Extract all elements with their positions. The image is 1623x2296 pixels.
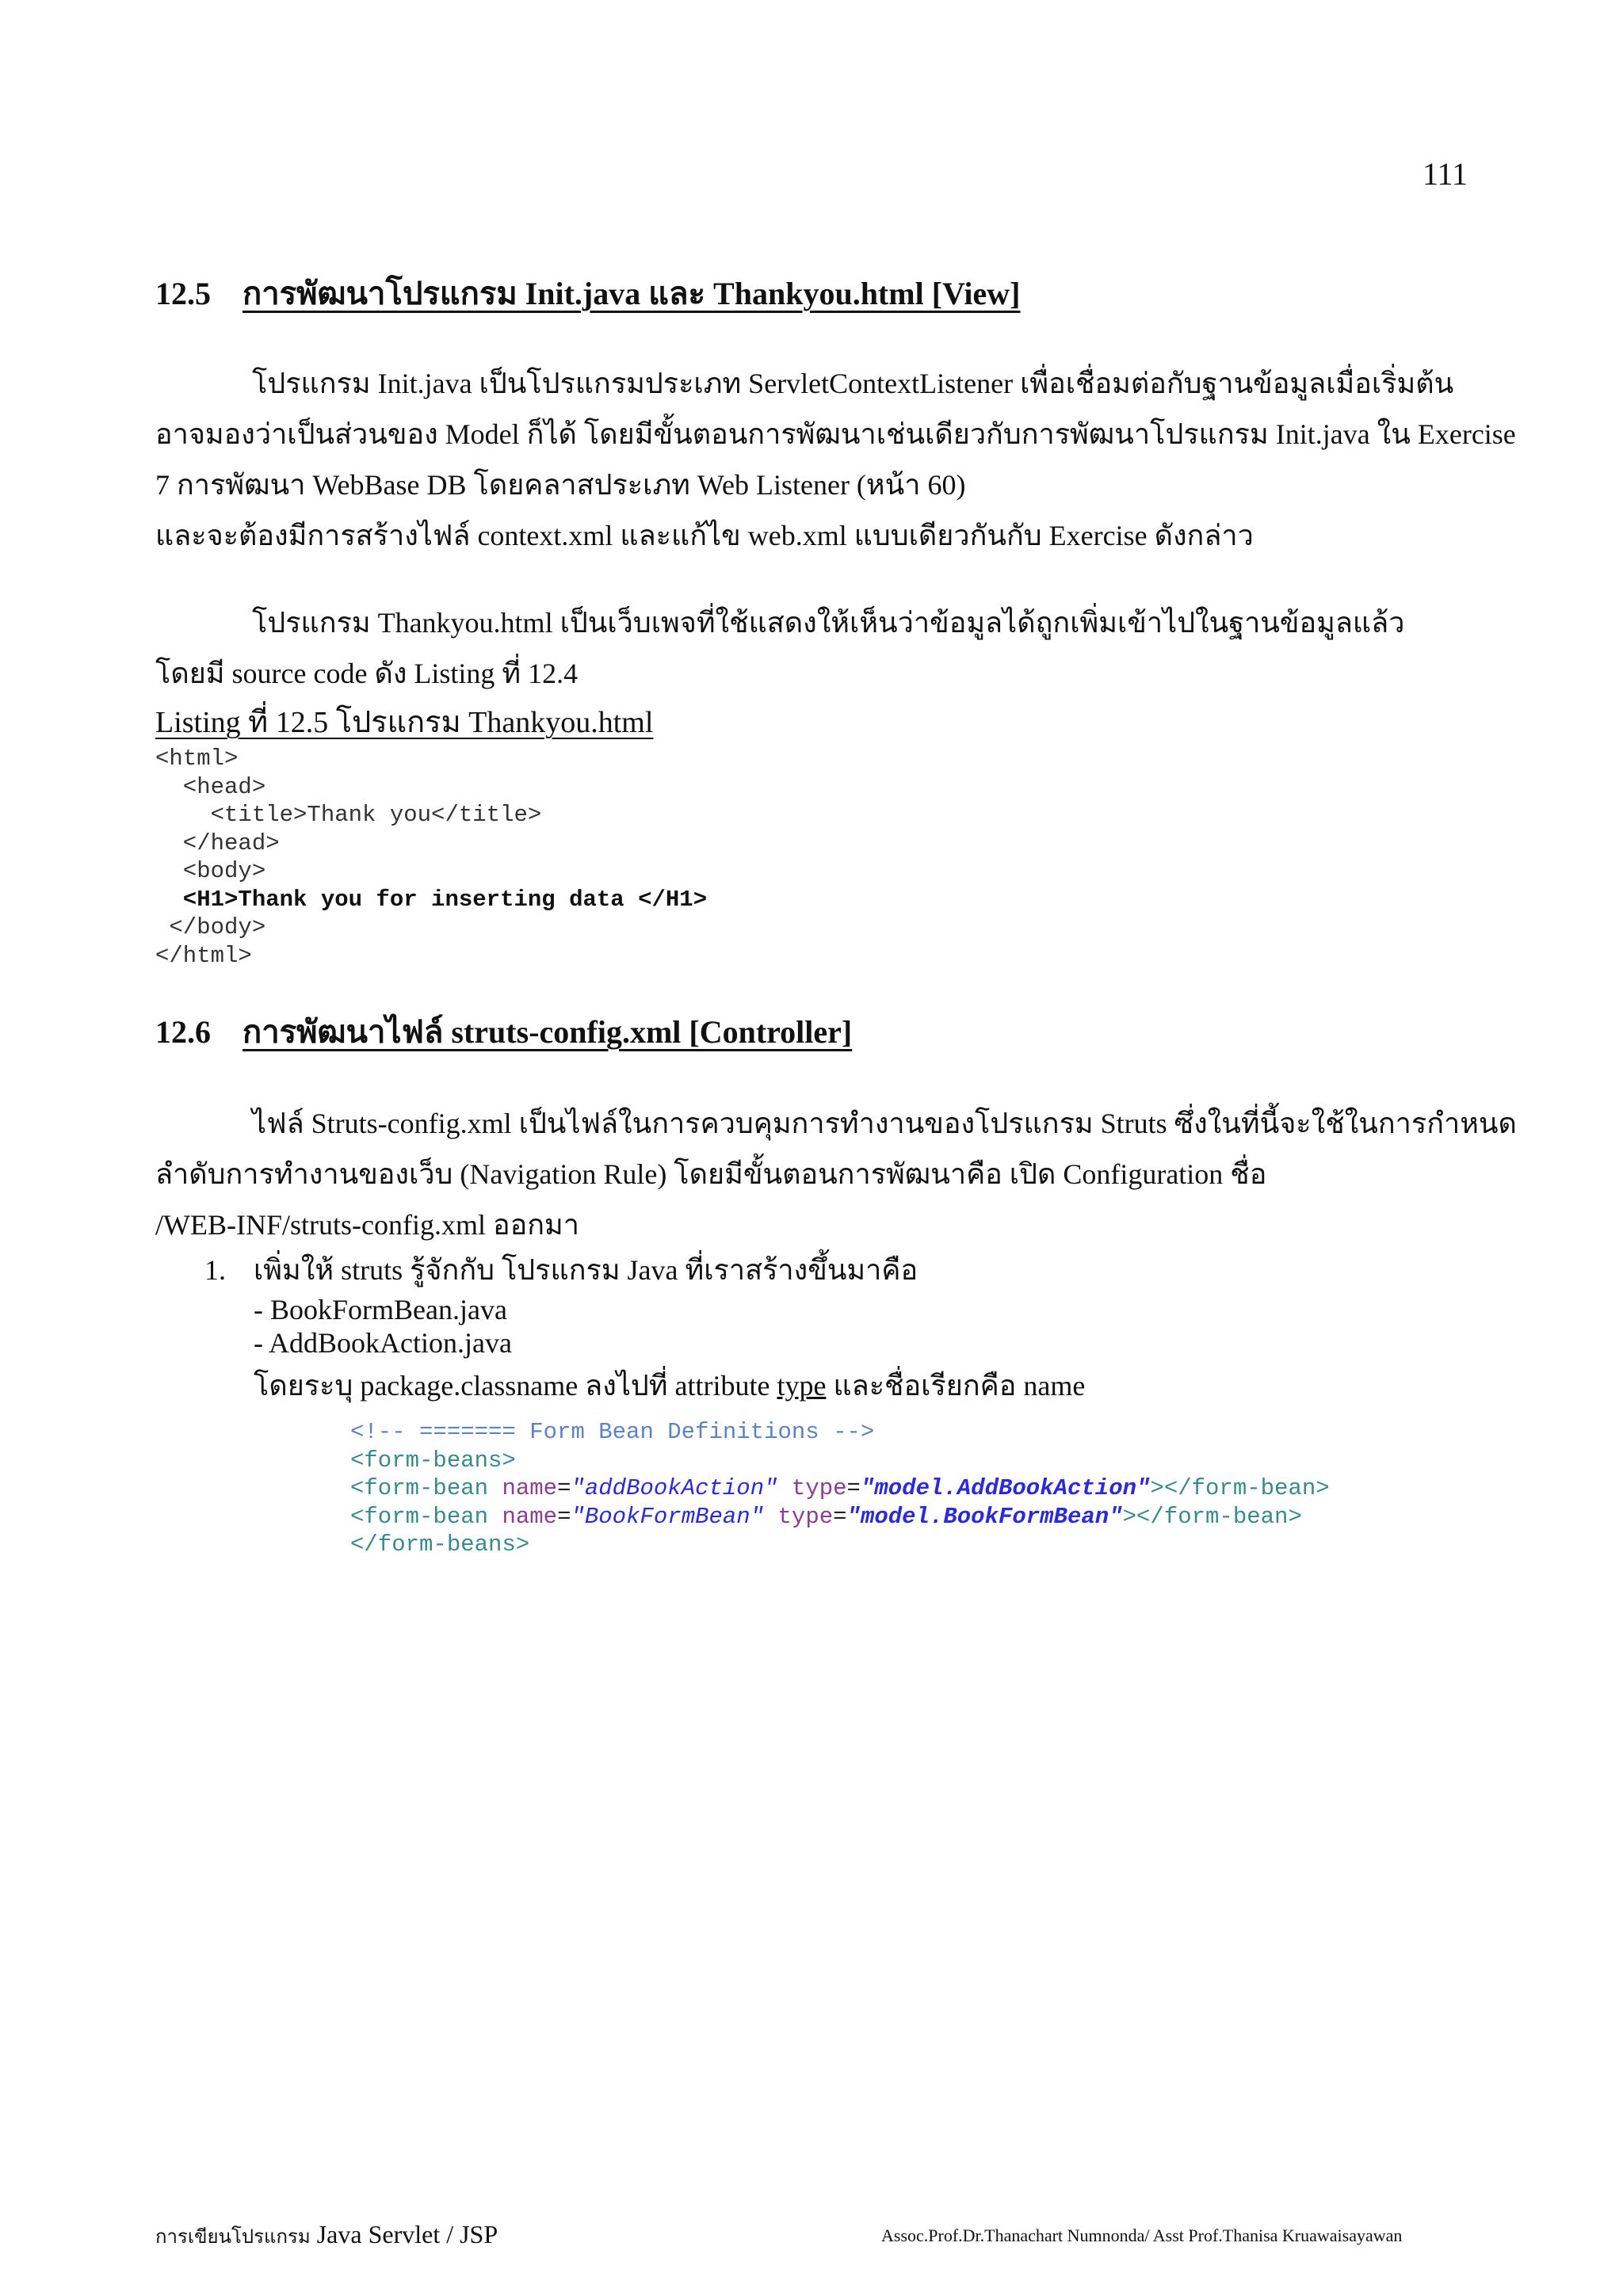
xml-attr: name xyxy=(502,1503,558,1530)
paragraph-line: อาจมองว่าเป็นส่วนของ Model ก็ได้ โดยมีขั้นตอนการพัฒนาเช่นเดียวกับการพัฒนาโปรแกรม Init.java ใน Exercise xyxy=(155,418,1516,450)
xml-open-tag: <form-beans> xyxy=(350,1447,516,1474)
xml-bean-line: <form-bean name="addBookAction" type="model.AddBookAction"></form-bean> xyxy=(350,1475,1330,1501)
section-heading-12-5 xyxy=(155,274,1020,314)
xml-attr: type xyxy=(791,1475,847,1501)
listing-title: Listing ที่ 12.5 โปรแกรม Thankyou.html xyxy=(155,706,654,739)
paragraph-init-java xyxy=(155,358,1516,561)
step-item: - AddBookAction.java xyxy=(254,1327,512,1359)
paragraph-line: /WEB-INF/struts-config.xml ออกมา xyxy=(155,1209,579,1241)
footer-thai-label: การเขียนโปรแกรม xyxy=(155,2227,311,2248)
paragraph-struts-config xyxy=(155,1098,1517,1250)
section-heading-12-6 xyxy=(155,1013,852,1052)
section-number: 12.5 xyxy=(155,276,211,311)
step-text: เพิ่มให้ struts รู้จักกับ โปรแกรม Java ที่เราสร้างขึ้นมาคือ xyxy=(254,1254,918,1286)
paragraph-line: 7 การพัฒนา WebBase DB โดยคลาสประเภท Web Listener (หน้า 60) xyxy=(155,469,966,501)
step-item: - BookFormBean.java xyxy=(254,1294,507,1325)
step-number: 1. xyxy=(204,1254,226,1286)
code-line: <H1>Thank you for inserting data </H1> xyxy=(155,886,708,913)
code-line: </head> xyxy=(155,830,280,856)
code-line: <html> xyxy=(155,746,239,772)
xml-bean-line: <form-bean name="BookFormBean" type="model.BookFormBean"></form-bean> xyxy=(350,1503,1302,1530)
xml-value: "addBookAction" xyxy=(571,1475,778,1501)
note-underlined: type xyxy=(777,1370,827,1402)
footer-authors: Assoc.Prof.Dr.Thanachart Numnonda/ Asst Prof.Thanisa Kruawaisayawan xyxy=(881,2225,1403,2245)
code-line: <body> xyxy=(155,858,266,884)
paragraph-line: โปรแกรม Thankyou.html เป็นเว็บเพจที่ใช้แสดงให้เห็นว่าข้อมูลได้ถูกเพิ่มเข้าไปในฐานข้อมูลแล้ว xyxy=(252,607,1405,639)
xml-tag: ></form-bean> xyxy=(1150,1475,1330,1501)
note-text: และชื่อเรียกคือ name xyxy=(826,1370,1086,1402)
xml-tag: <form-bean xyxy=(350,1503,489,1530)
paragraph-line: โปรแกรม Init.java เป็นโปรแกรมประเภท ServletContextListener เพื่อเชื่อมต่อกับฐานข้อมูลเมื่อเริ่มต้น xyxy=(252,368,1454,399)
step-note xyxy=(254,1369,1085,1402)
xml-value: "model.AddBookAction" xyxy=(860,1475,1151,1501)
step-1 xyxy=(204,1252,918,1288)
section-title: การพัฒนาไฟล์ struts-config.xml [Controller] xyxy=(242,1014,853,1050)
xml-attr: name xyxy=(502,1475,558,1501)
code-line: <head> xyxy=(155,773,266,800)
paragraph-line: โดยมี source code ดัง Listing ที่ 12.4 xyxy=(155,658,579,689)
xml-tag: <form-bean xyxy=(350,1475,489,1501)
paragraph-thankyou xyxy=(155,597,1404,699)
code-line: </body> xyxy=(155,914,266,940)
xml-tag: ></form-bean> xyxy=(1122,1503,1302,1530)
section-number: 12.6 xyxy=(155,1014,211,1050)
paragraph-line: และจะต้องมีการสร้างไฟล์ context.xml และแก้ไข web.xml แบบเดียวกันกับ Exercise ดังกล่าว xyxy=(155,520,1254,551)
paragraph-line: ไฟล์ Struts-config.xml เป็นไฟล์ในการควบคุมการทำงานของโปรแกรม Struts ซึ่งในที่นี้จะใช้ในการกำหนด xyxy=(252,1108,1517,1139)
paragraph-line: ลำดับการทำงานของเว็บ (Navigation Rule) โดยมีขั้นตอนการพัฒนาคือ เปิด Configuration ชื่อ xyxy=(155,1158,1267,1190)
section-title: การพัฒนาโปรแกรม Init.java และ Thankyou.html [View] xyxy=(242,276,1021,311)
note-text: โดยระบุ package.classname ลงไปที่ attribute xyxy=(254,1370,777,1402)
code-line: </html> xyxy=(155,942,252,969)
xml-attr: type xyxy=(777,1503,834,1530)
xml-close-tag: </form-beans> xyxy=(350,1531,530,1558)
footer-course-title xyxy=(155,2218,498,2253)
xml-value: "model.BookFormBean" xyxy=(846,1503,1123,1530)
page-number: 111 xyxy=(1423,156,1468,192)
footer-tech-label: Java Servlet / JSP xyxy=(310,2220,498,2248)
code-listing xyxy=(155,745,707,970)
xml-comment: <!-- ======= Form Bean Definitions --> xyxy=(350,1419,875,1445)
xml-value: "BookFormBean" xyxy=(571,1503,765,1530)
xml-snippet xyxy=(350,1418,1330,1559)
code-line: <title>Thank you</title> xyxy=(155,802,542,828)
